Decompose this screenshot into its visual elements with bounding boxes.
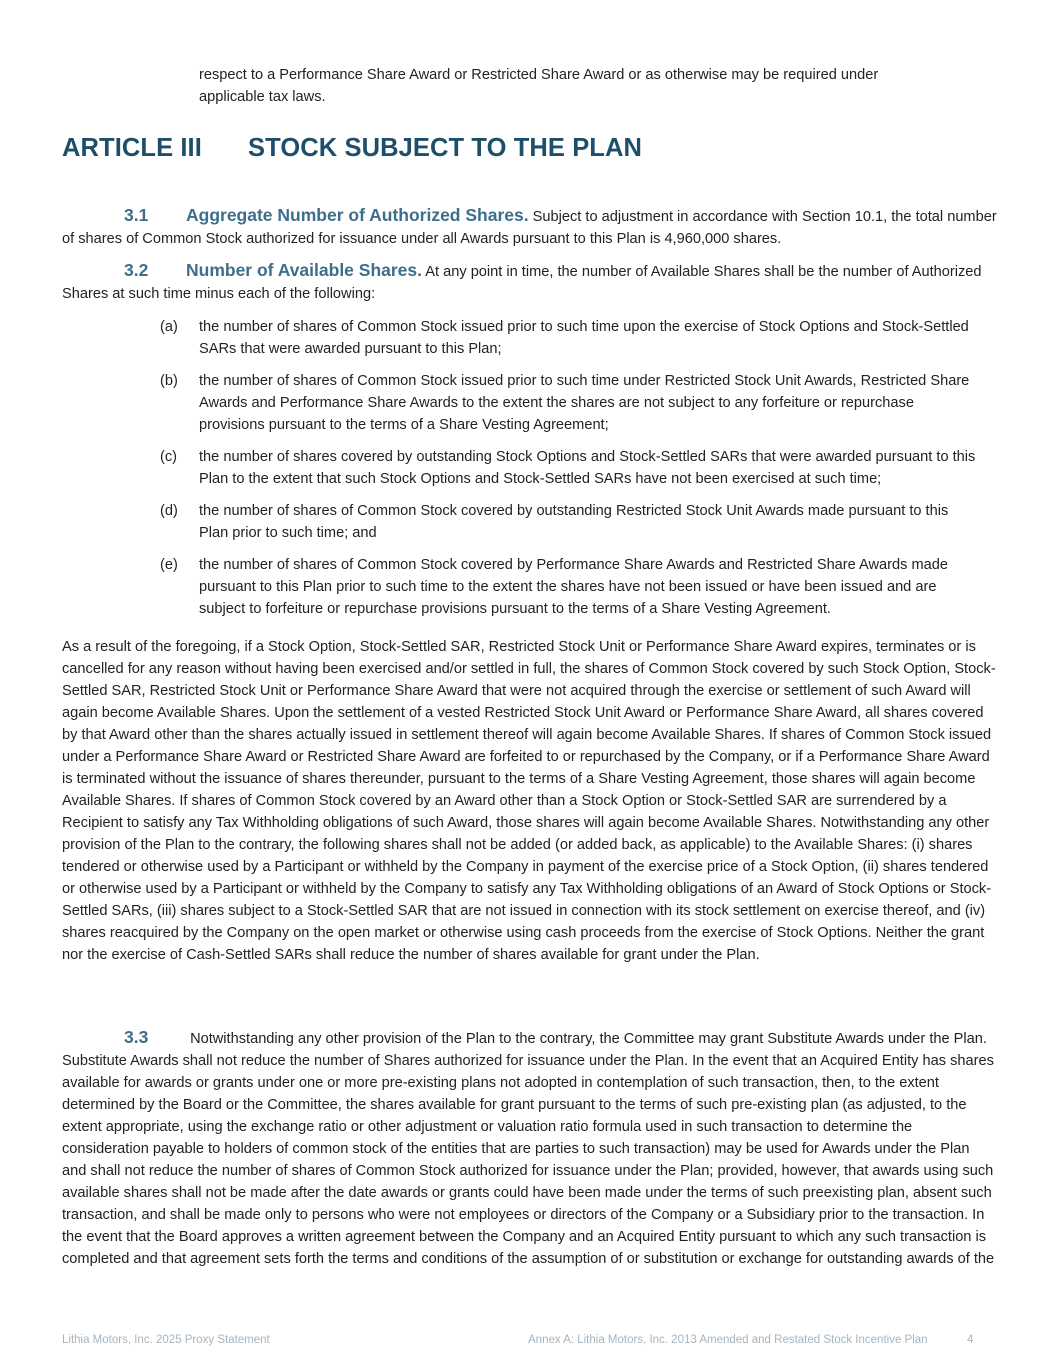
- continuation-paragraph: respect to a Performance Share Award or Restricted Share Award or as otherwise may be required under applicable tax laws.: [199, 67, 879, 105]
- section-number: 3.2: [124, 260, 149, 280]
- footer-right: Annex A: Lithia Motors, Inc. 2013 Amended and Restated Stock Incentive Plan: [528, 1334, 928, 1346]
- item-label: (a): [160, 319, 178, 335]
- result-paragraph: As a result of the foregoing, if a Stock Option, Stock-Settled SAR, Restricted Stock Unit or Performance Share Award expires, terminates or is cancelled for any reason without having been exercised and/or settled in full, the shares of Common Stock covered by such Stock Option, Stock-Settled SAR, Restricted Stock Unit or Performance Share Award that were not acquired through the exercise or settlement of such Award will again become Available Shares. Upon the settlement of a vested Restricted Stock Unit Award or Performance Share Award, all shares covered by that Award other than the shares actually issued in settlement thereof will again become Available Shares. If shares of Common Stock issued under a Performance Share Award or Restricted Share Award are forfeited to or repurchased by the Company, or if a Performance Share Award is terminated without the issuance of shares thereunder, pursuant to the terms of a Share Vesting Agreement, those shares will again become Available Shares. If shares of Common Stock covered by an Award other than a Stock Option or Stock-Settled SAR are surrendered by a Recipient to satisfy any Tax Withholding obligations of such Award, those shares will again become Available Shares. Notwithstanding any other provision of the Plan to the contrary, the following shares shall not be added (or added back, as applicable) to the Available Shares: (i) shares tendered or otherwise used by a Participant or withheld by the Company in payment of the exercise price of a Stock Option, (ii) shares tendered or otherwise used by a Participant or withheld by the Company to satisfy any Tax Withholding obligations of an Award of Stock Options or Stock-Settled SARs, (iii) shares subject to a Stock-Settled SAR that are not issued in connection with its stock settlement on exercise thereof, and (iv) shares reacquired by the Company on the open market or otherwise using cash proceeds from the exercise of Stock Options. Neither the grant nor the exercise of Cash-Settled SARs shall reduce the number of shares available for grant under the Plan.: [62, 639, 996, 963]
- section-title: Aggregate Number of Authorized Shares.: [186, 205, 529, 225]
- list-item: [160, 500, 980, 544]
- available-shares-list: [160, 316, 980, 620]
- item-text: the number of shares of Common Stock covered by Performance Share Awards and Restricted Share Awards made pursuant to this Plan prior to such time to the extent the shares have not been issued or have been issued and are subject to forfeiture or repurchase provisions pursuant to the terms of a Share Vesting Agreement.: [199, 557, 948, 617]
- item-text: the number of shares covered by outstanding Stock Options and Stock-Settled SARs that were awarded pursuant to this Plan to the extent that such Stock Options and Stock-Settled SARs have not been exercised at such time;: [199, 449, 976, 487]
- item-text: the number of shares of Common Stock issued prior to such time under Restricted Stock Unit Awards, Restricted Share Awards and Performance Share Awards to the extent the shares are not subject to any forfeiture or repurchase provisions pursuant to the terms of a Share Vesting Agreement;: [199, 373, 970, 433]
- item-label: (d): [160, 503, 178, 519]
- section-number: 3.1: [124, 205, 149, 225]
- section-title: Number of Available Shares.: [186, 260, 423, 280]
- item-text: the number of shares of Common Stock covered by outstanding Restricted Stock Unit Awards made pursuant to this Plan prior to such time; and: [199, 503, 949, 541]
- section-3-3: [62, 1026, 997, 1270]
- article-title: STOCK SUBJECT TO THE PLAN: [248, 134, 643, 162]
- list-item: [160, 316, 980, 360]
- list-item: [160, 370, 980, 436]
- article-heading: [62, 134, 642, 163]
- article-number: ARTICLE III: [62, 134, 202, 162]
- list-item: [160, 446, 980, 490]
- section-text: At any point in time, the number of Available Shares shall be the number of Authorized Shares at such time minus each of the following:: [62, 264, 982, 302]
- section-number: 3.3: [124, 1027, 149, 1047]
- page-number: 4: [967, 1334, 974, 1346]
- section-3-2: [62, 259, 997, 305]
- section-text: Subject to adjustment in accordance with Section 10.1, the total number of shares of Common Stock authorized for issuance under all Awards pursuant to this Plan is 4,960,000 shares.: [62, 209, 997, 247]
- item-label: (c): [160, 449, 178, 465]
- item-label: (e): [160, 557, 178, 573]
- section-3-1: [62, 204, 997, 250]
- item-label: (b): [160, 373, 178, 389]
- section-text: Notwithstanding any other provision of the Plan to the contrary, the Committee may grant Substitute Awards under the Plan. Substitute Awards shall not reduce the number of Shares authorized for issuance under the Plan. In the event that an Acquired Entity has shares available for awards or grants under one or more pre-existing plans not adopted in contemplation of such transaction, then, to the extent determined by the Board or the Committee, the shares available for grant pursuant to the terms of such pre-existing plan (as adjusted, to the extent appropriate, using the exchange ratio or other adjustment or valuation ratio formula used in such transaction to determine the consideration payable to holders of common stock of the entities that are parties to such transaction) may be used for Awards under the Plan and shall not reduce the number of shares of Common Stock authorized for issuance under the Plan; provided, however, that awards using such available shares shall not be made after the date awards or grants could have been made under the terms of such preexisting plan, absent such transaction, and shall be made only to persons who were not employees or directors of the Company or a Subsidiary prior to the transaction. In the event that the Board approves a written agreement between the Company and an Acquired Entity pursuant to which any such transaction is completed and that agreement sets forth the terms and conditions of the assumption of or substitution or exchange for outstanding awards of the: [62, 1031, 995, 1267]
- footer-left: Lithia Motors, Inc. 2025 Proxy Statement: [62, 1334, 270, 1346]
- list-item: [160, 554, 980, 620]
- item-text: the number of shares of Common Stock issued prior to such time upon the exercise of Stock Options and Stock-Settled SARs that were awarded pursuant to this Plan;: [199, 319, 969, 357]
